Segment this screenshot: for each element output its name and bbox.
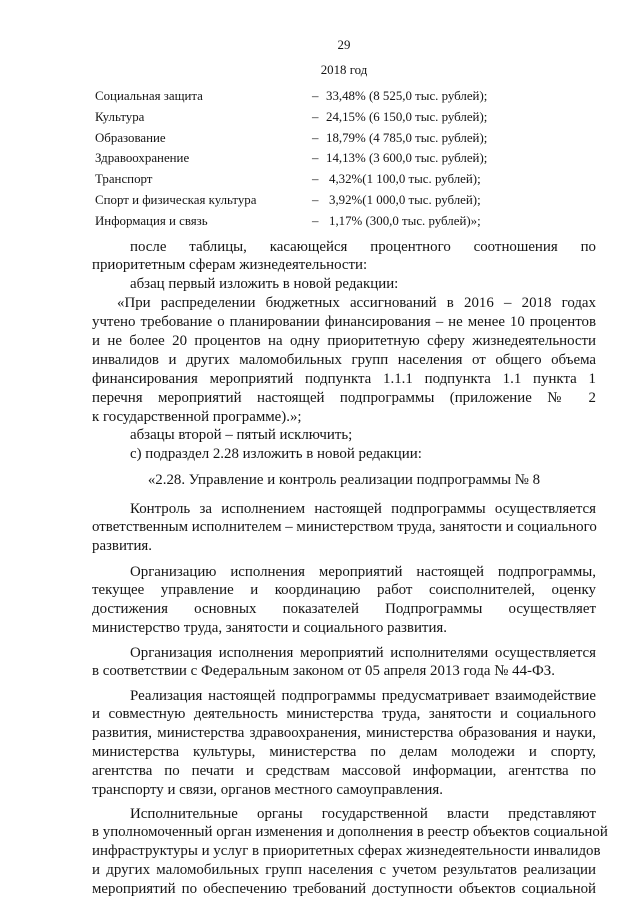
paragraph-instruction-first: [92, 275, 596, 294]
table-cell-category: Транспорт: [95, 172, 153, 187]
table-cell-category: Спорт и физическая культура: [95, 192, 257, 207]
table-cell-category: Социальная защита: [95, 89, 203, 103]
table-cell-category: Культура: [95, 109, 145, 124]
table-row: [95, 128, 535, 149]
table-cell-dash: –: [312, 213, 319, 228]
paragraph-federal-law: [92, 644, 596, 682]
text-line: развития.: [92, 538, 152, 555]
table-row: [95, 211, 535, 232]
text-line: Организацию исполнения мероприятий настоящей подпрограммы,: [130, 563, 596, 580]
table-cell-dash: –: [312, 172, 319, 187]
text-line: агентства по печати и средствам массовой информации, агентства по: [92, 763, 596, 780]
text-line: «При распределении бюджетных ассигнований в 2016 – 2018 годах: [117, 295, 596, 312]
table-row: [95, 148, 535, 169]
subsection-heading: «2.28. Управление и контроль реализации подпрограммы № 8: [147, 472, 541, 488]
table-cell-dash: –: [312, 109, 319, 124]
paragraph-after-table: [92, 238, 596, 276]
text-line: транспорту и связи, органов местного самоуправления.: [92, 781, 443, 798]
text-line: финансирования мероприятий подпункта 1.1.1 подпункта 1.1 пункта 1: [92, 370, 596, 387]
text-line: ответственным исполнителем – министерством труда, занятости и социального: [92, 519, 597, 536]
page-number: 29: [337, 38, 351, 52]
paragraph-interaction: [92, 687, 596, 800]
text-line: Контроль за исполнением настоящей подпрограммы осуществляется: [130, 500, 596, 517]
table-cell-dash: –: [312, 192, 319, 207]
paragraph-instruction-subsection: [92, 445, 596, 464]
table-cell-share: 14,13% (3 600,0 тыс. рублей);: [326, 151, 488, 166]
text-line: достижения основных показателей Подпрограммы осуществляет: [92, 601, 596, 618]
table-row: [95, 86, 535, 107]
text-line: с) подраздел 2.28 изложить в новой редакции:: [130, 446, 422, 463]
text-line: и других маломобильных групп населения с учетом результатов реализации: [92, 862, 596, 879]
text-line: после таблицы, касающейся процентного соотношения по: [130, 238, 596, 255]
text-line: перечня мероприятий настоящей подпрограммы (приложение № 2: [92, 389, 596, 406]
table-cell-category: Информация и связь: [95, 213, 208, 228]
text-line: министерство труда, занятости и социального развития.: [92, 620, 447, 637]
text-line: в соответствии с Федеральным законом от 05 апреля 2013 года № 44-ФЗ.: [92, 663, 555, 680]
text-line: развития, министерства здравоохранения, министерства образования и науки,: [92, 725, 596, 742]
amendment-block: [92, 238, 596, 465]
paragraph-new-first-paragraph: [92, 294, 596, 426]
table-cell-share: 33,48% (8 525,0 тыс. рублей);: [326, 89, 488, 103]
text-line: мероприятий по обеспечению требований доступности объектов социальной: [92, 881, 596, 898]
text-line: учтено требование о планировании финансирования – не менее 10 процентов: [92, 314, 596, 331]
paragraph-control: [92, 500, 596, 557]
text-line: инвалидов и других маломобильных групп населения от общего объема: [92, 351, 596, 368]
text-line: Реализация настоящей подпрограммы предусматривает взаимодействие: [130, 687, 596, 704]
table-cell-share: 4,32%(1 100,0 тыс. рублей);: [329, 172, 481, 187]
table-row: [95, 107, 535, 128]
paragraph-organization: [92, 563, 596, 639]
table-cell-dash: –: [312, 89, 319, 103]
table-cell-dash: –: [312, 130, 319, 145]
text-line: к государственной программе).»;: [92, 408, 302, 425]
text-line: Организация исполнения мероприятий исполнителями осуществляется: [130, 644, 596, 661]
year-heading: 2018 год: [320, 63, 368, 77]
table-cell-share: 24,15% (6 150,0 тыс. рублей);: [326, 109, 488, 124]
text-line: текущее управление и координацию работ соисполнителей, оценку: [92, 582, 596, 599]
text-line: инфраструктуры и услуг в приоритетных сферах жизнедеятельности инвалидов: [92, 843, 601, 860]
paragraph-instruction-remove: [92, 426, 596, 445]
table-row: [95, 169, 535, 190]
table-cell-category: Здравоохранение: [95, 151, 190, 166]
paragraph-executive-bodies: [92, 805, 608, 899]
text-line: и не более 20 процентов на одну приоритетную сферу жизнедеятельности: [92, 332, 596, 349]
table-cell-share: 3,92%(1 000,0 тыс. рублей);: [329, 192, 481, 207]
table-cell-share: 1,17% (300,0 тыс. рублей)»;: [329, 213, 481, 228]
table-cell-share: 18,79% (4 785,0 тыс. рублей);: [326, 130, 488, 145]
table-cell-dash: –: [312, 151, 319, 166]
table-row: [95, 190, 535, 211]
text-line: и совместную деятельность министерства труда, занятости и социального: [92, 706, 596, 723]
text-line: абзац первый изложить в новой редакции:: [130, 276, 399, 293]
text-line: приоритетным сферам жизнедеятельности:: [92, 257, 368, 274]
text-line: министерства культуры, министерства по делам молодежи и спорту,: [92, 744, 596, 761]
budget-share-table: [95, 86, 535, 232]
text-line: абзацы второй – пятый исключить;: [130, 427, 353, 444]
table-cell-category: Образование: [95, 130, 166, 145]
text-line: Исполнительные органы государственной власти представляют: [130, 805, 596, 822]
text-line: в уполномоченный орган изменения и дополнения в реестр объектов социальной: [92, 824, 608, 841]
